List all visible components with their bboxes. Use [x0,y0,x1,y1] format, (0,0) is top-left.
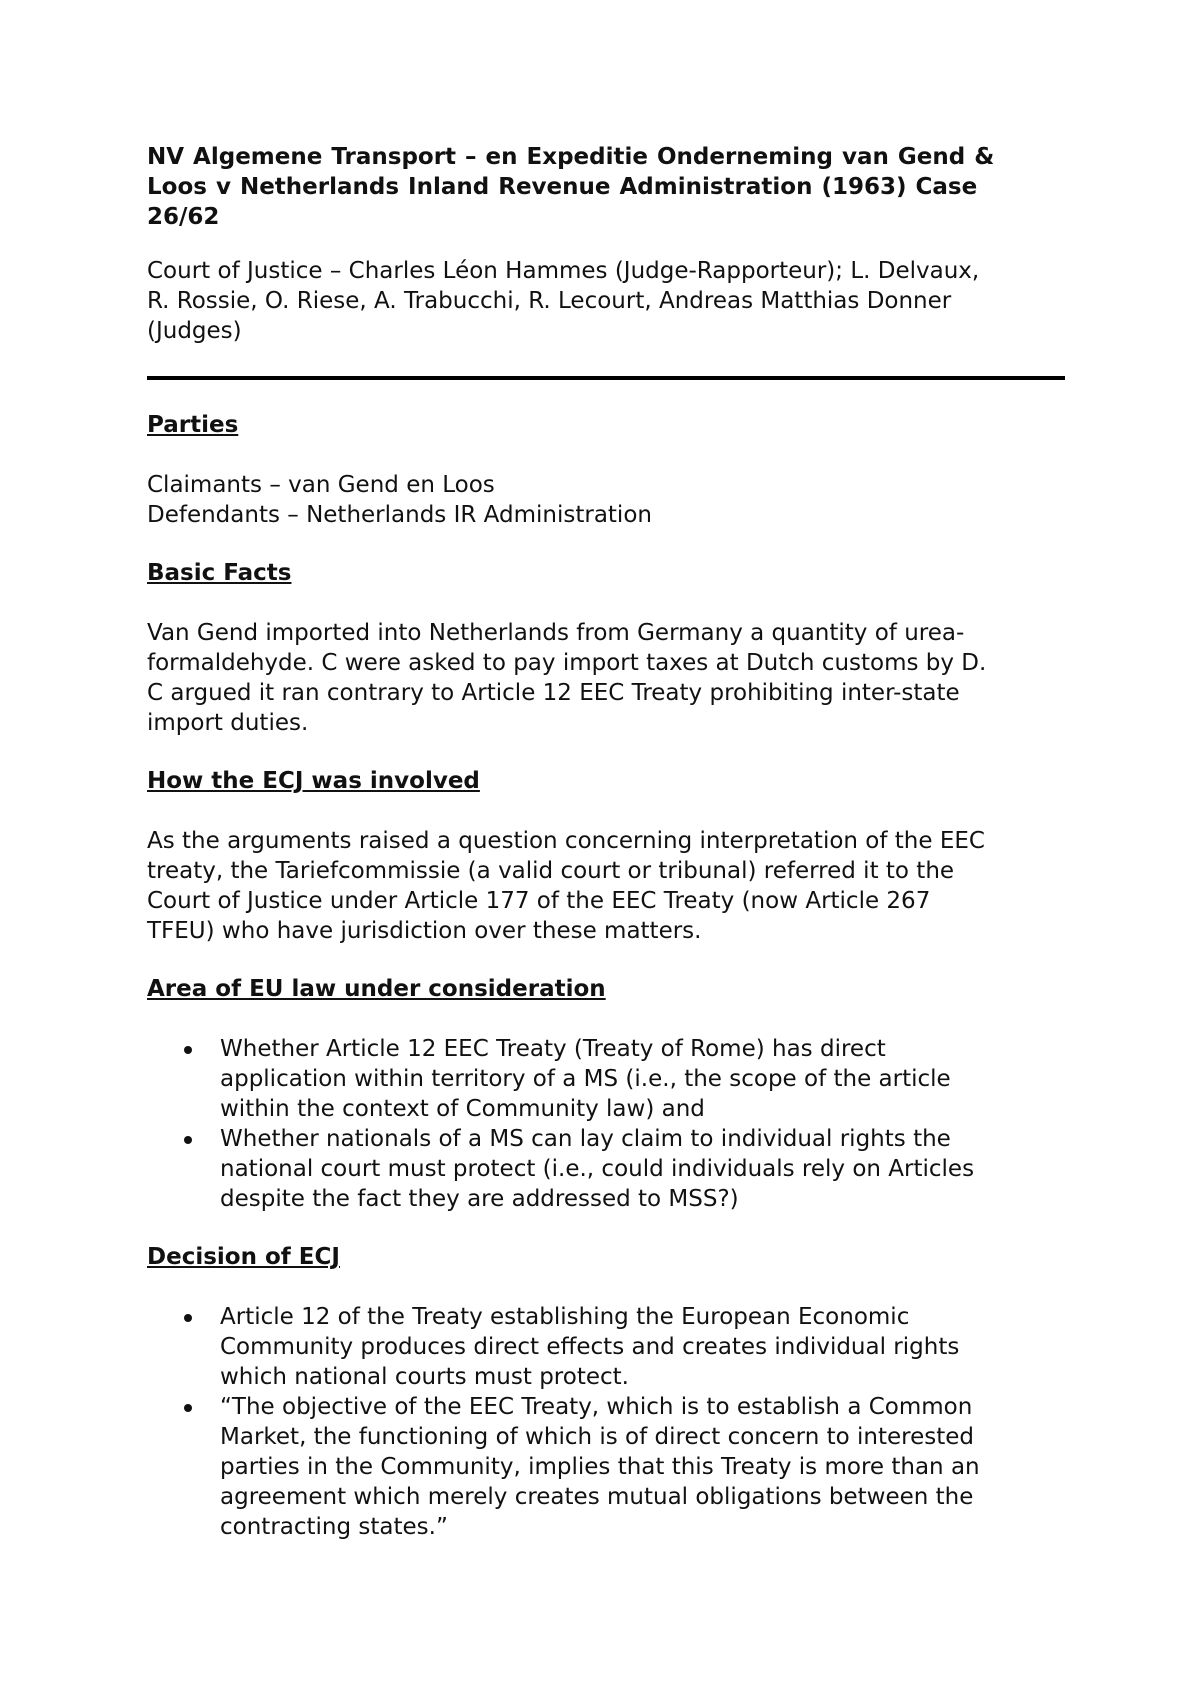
ecj-involved-line: treaty, the Tariefcommissie (a valid court or tribunal) referred it to the [147,858,955,884]
list-item-line: Market, the functioning of which is of direct concern to interested [220,1424,975,1450]
basic-facts-line: Van Gend imported into Netherlands from Germany a quantity of urea- [147,620,965,646]
basic-facts-line: import duties. [147,710,309,736]
bullet-icon [184,1136,192,1144]
basic-facts-heading: Basic Facts [147,560,292,586]
list-item-line: Whether nationals of a MS can lay claim to individual rights the [220,1126,951,1152]
ecj-involved-heading: How the ECJ was involved [147,768,480,794]
basic-facts-line: C argued it ran contrary to Article 12 EEC Treaty prohibiting inter-state [147,680,960,706]
bullet-icon [184,1314,192,1322]
area-of-law-list [147,1034,1067,1214]
list-item-line: “The objective of the EEC Treaty, which is to establish a Common [220,1394,973,1420]
court-line: (Judges) [147,318,242,344]
list-item [147,1392,1067,1542]
decision-heading: Decision of ECJ [147,1244,340,1270]
list-item-line: parties in the Community, implies that this Treaty is more than an [220,1454,980,1480]
list-item [147,1124,1067,1214]
basic-facts-line: formaldehyde. C were asked to pay import taxes at Dutch customs by D. [147,650,987,676]
list-item-line: Community produces direct effects and creates individual rights [220,1334,960,1360]
case-title [147,142,1067,232]
ecj-involved-line: As the arguments raised a question concerning interpretation of the EEC [147,828,985,854]
list-item-line: agreement which merely creates mutual obligations between the [220,1484,974,1510]
claimants-line: Claimants – van Gend en Loos [147,472,495,498]
court-line: R. Rossie, O. Riese, A. Trabucchi, R. Lecourt, Andreas Matthias Donner [147,288,952,314]
list-item-line: within the context of Community law) and [220,1096,705,1122]
horizontal-rule [147,376,1065,380]
list-item-line: contracting states.” [220,1514,448,1540]
area-of-law-heading: Area of EU law under consideration [147,976,606,1002]
list-item-line: despite the fact they are addressed to MSS?) [220,1186,739,1212]
basic-facts-paragraph [147,618,1067,738]
list-item-line: application within territory of a MS (i.e., the scope of the article [220,1066,951,1092]
defendants-line: Defendants – Netherlands IR Administration [147,502,652,528]
list-item-line: which national courts must protect. [220,1364,629,1390]
parties-list [147,470,1067,530]
ecj-involved-line: TFEU) who have jurisdiction over these matters. [147,918,702,944]
decision-list [147,1302,1067,1542]
case-title-line: 26/62 [147,204,220,230]
court-line: Court of Justice – Charles Léon Hammes (Judge-Rapporteur); L. Delvaux, [147,258,980,284]
ecj-involved-line: Court of Justice under Article 177 of the EEC Treaty (now Article 267 [147,888,931,914]
ecj-involved-paragraph [147,826,1067,946]
case-title-line: NV Algemene Transport – en Expeditie Onderneming van Gend & [147,144,995,170]
court-composition [147,256,1067,346]
list-item [147,1034,1067,1124]
list-item-line: Whether Article 12 EEC Treaty (Treaty of Rome) has direct [220,1036,886,1062]
bullet-icon [184,1404,192,1412]
list-item [147,1302,1067,1392]
parties-heading: Parties [147,412,239,438]
list-item-line: national court must protect (i.e., could individuals rely on Articles [220,1156,975,1182]
document-page [147,142,1067,1542]
case-title-line: Loos v Netherlands Inland Revenue Administration (1963) Case [147,174,978,200]
bullet-icon [184,1046,192,1054]
list-item-line: Article 12 of the Treaty establishing the European Economic [220,1304,910,1330]
